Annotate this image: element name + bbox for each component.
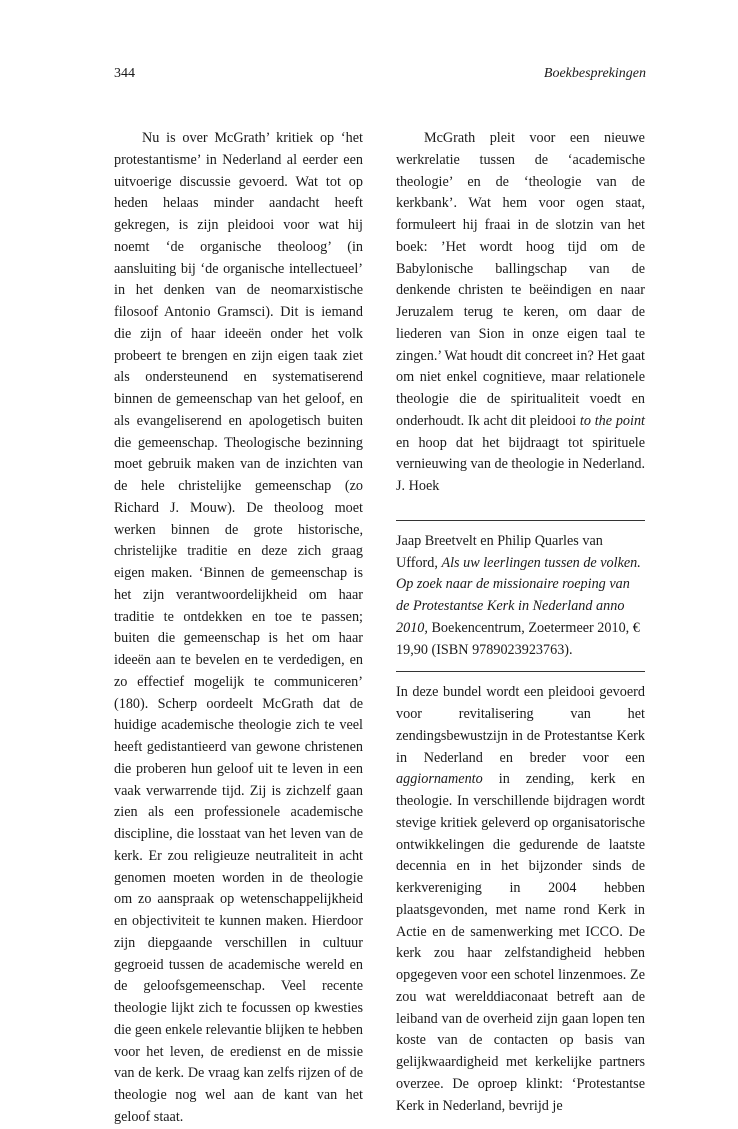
divider-top bbox=[396, 520, 645, 521]
conclusion-text-part2: en hoop dat het bijdraagt tot spirituele vernieuwing van de theologie in Nederland. bbox=[396, 434, 645, 473]
book-authors: Jaap Breetvelt en Philip Quarles van Ufford, bbox=[396, 532, 603, 571]
running-head: Boekbesprekingen bbox=[543, 66, 646, 81]
book-publisher-price: Boekencentrum, Zoetermeer 2010, € 19,90 bbox=[396, 619, 640, 658]
review-body bbox=[396, 682, 645, 1117]
body-paragraph: Nu is over McGrath’ kritiek op ‘het protestantisme’ in Nederland al eerder een uitvoerige discussie gevoerd. Wat tot op heden helaas minder aandacht heeft gekregen, is zijn pleidooi voor wat hij noemt ‘de organische theoloog’ (in aansluiting bij ‘de organische intellectueel’ in het denken van de neomarxistische filosoof Antonio Gramsci). Dit is iemand die zijn of haar ideeën onder het volk probeert te brengen en zijn eigen taak ziet als ondersteunend en systematiserend binnen de gemeenschap van het geloof, en als evangeliserend en apologetisch buiten die gemeenschap. Theologische bezinning moet gebruik maken van de inzichten van de hele christelijke gemeenschap (zo Richard J. Mouw). De theoloog moet werken binnen de grote historische, christelijke traditie en deze zich graag eigen maken. ‘Binnen de gemeenschap is het zijn verantwoordelijkheid om haar traditie te ontdekken en toe te passen; buiten die gemeenschap is het om haar ideeën aan te bevelen en te verdedigen, en zo effectief mogelijk te communiceren’ (180). Scherp oordeelt McGrath dat de huidige academische theologie zich te veel heeft gedistantieerd van gewone christenen die proberen hun geloof uit te leven in een vaak verwarrende tijd. Zij is zichzelf gaan zien als een professionele academische discipline, die losstaat van het leven van de kerk. Er zou religieuze neutraliteit in acht genomen moeten worden in de theologie om zo aanspraak op wetenschappelijkheid en objectiviteit te kunnen maken. Hierdoor zijn diepgaande verschillen in cultuur gegroeid tussen de academische wereld en de geloofsgemeenschap. Veel recente theologie lijkt zich te focussen op kwesties die geen enkele relevantie blijken te hebben voor het leven, de eredienst en de missie van de kerk. De vraag kan zelfs rijzen of de theologie nog wel aan de kant van het geloof staat. bbox=[114, 130, 363, 1125]
right-column bbox=[396, 128, 645, 1117]
conclusion-text-part1: McGrath pleit voor een nieuwe werkrelatie tussen de ‘academische theologie’ en de ‘theologie van de kerkbank’. Wat hem voor ogen staat, formuleert hij fraai in de slotzin van het boek: ’Het wordt hoog tijd om de Babylonische ballingschap van de denkende christen te beëindigen en naar Jeruzalem terug te keren, om daar de liederen van Sion in onze eigen taal te zingen.’ Wat houdt dit concreet in? Het gaat om niet enkel cognitieve, maar relationele theologie die de spiritualiteit voedt en onderhoudt. Ik acht dit pleidooi bbox=[396, 130, 645, 429]
book-title: Als uw leerlingen tussen de volken. Op zoek naar de missionaire roeping van de Protestantse Kerk in Nederland anno 2010, bbox=[396, 554, 641, 636]
reviewer-signature: J. Hoek bbox=[396, 478, 440, 494]
review-paragraph bbox=[396, 682, 645, 1117]
left-column bbox=[114, 128, 363, 1129]
review-italic-word: aggiornamento bbox=[396, 771, 483, 788]
book-citation-text bbox=[396, 531, 645, 662]
book-citation bbox=[396, 531, 645, 662]
conclusion-paragraph bbox=[396, 128, 645, 476]
book-isbn: (ISBN 9789023923763). bbox=[431, 641, 573, 658]
conclusion-italic-phrase: to the point bbox=[579, 412, 645, 429]
divider-bottom bbox=[396, 671, 645, 672]
review-text-part2: in zending, kerk en theologie. In verschillende bijdragen wordt stevige kritiek geleverd op organisatorische ontwikkelingen die gedurende de laatste decennia en in het bijzonder sinds de kerkvereniging in 2004 hebben plaatsgevonden, met name rond Kerk in Actie en de samenwerking met ICCO. De kerk zou haar zelfstandigheid hebben opgegeven voor een schotel linzenmoes. Ze zou wat werelddiaconaat betreft aan de leiband van de overheid zijn gaan lopen ten koste van de contacten op basis van gelijkwaardigheid met kerkelijke partners overzee. De oproep klinkt: ‘Protestantse Kerk in Nederland, bevrijd je bbox=[396, 771, 645, 1114]
page-number: 344 bbox=[114, 66, 135, 81]
review-text-part1: In deze bundel wordt een pleidooi gevoerd voor revitalisering van het zendingsbewustzijn in de Protestantse Kerk in Nederland en breder voor een bbox=[396, 684, 645, 766]
